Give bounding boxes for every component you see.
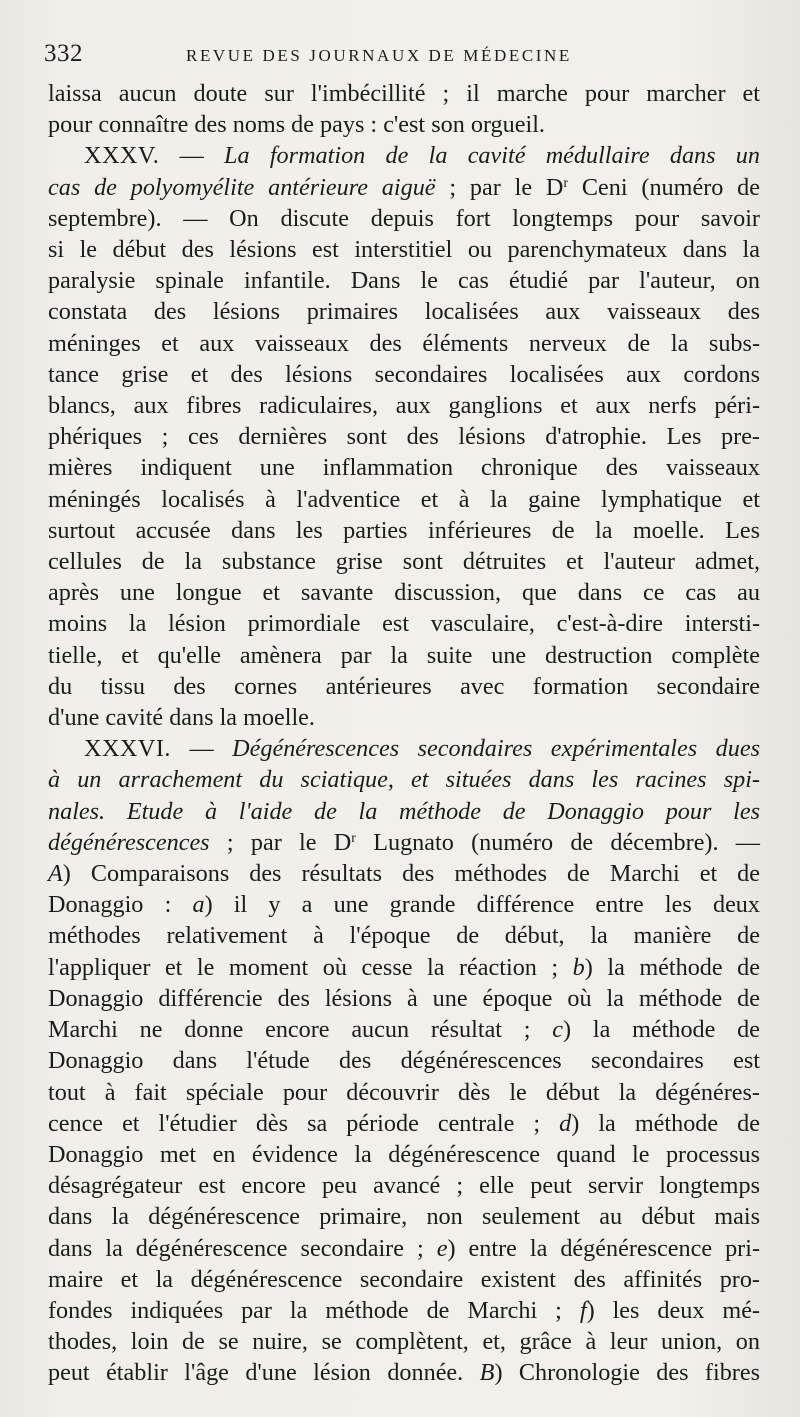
text-line: Donaggio différencie des lésions à une époque où la méthode de (48, 984, 760, 1012)
text-line: XXXVI. — Dégénérescences secondaires expérimentales dues (84, 735, 760, 763)
text-line: fondes indiquées par la méthode de Marchi ; f) les deux mé- (48, 1296, 760, 1324)
text-line: du tissu des cornes antérieures avec formation secondaire (48, 672, 760, 700)
text-line: moins la lésion primordiale est vasculaire, c'est-à-dire intersti- (48, 610, 760, 638)
text-line: constata des lésions primaires localisées aux vaisseaux des (48, 298, 760, 326)
text-line: maire et la dégénérescence secondaire existent des affinités pro- (48, 1265, 760, 1293)
text-line: dans la dégénérescence secondaire ; e) entre la dégénérescence pri- (48, 1234, 760, 1262)
text-line: l'appliquer et le moment où cesse la réaction ; b) la méthode de (48, 953, 760, 981)
running-title: REVUE DES JOURNAUX DE MÉDECINE (186, 46, 572, 65)
text-line: pour connaître des noms de pays : c'est son orgueil. (48, 111, 545, 139)
text-line: si le début des lésions est interstitiel ou parenchymateux dans la (48, 236, 760, 264)
text-line: cas de polyomyélite antérieure aiguë ; par le $D^r$ Ceni (numéro de (48, 173, 760, 201)
text-line: Donaggio dans l'étude des dégénérescences secondaires est (48, 1047, 760, 1075)
text-line: nales. Etude à l'aide de la méthode de Donaggio pour les (48, 797, 760, 825)
page-number: 332 (44, 40, 83, 67)
text-line: A) Comparaisons des résultats des méthodes de Marchi et de (48, 860, 760, 888)
text-line: cellules de la substance grise sont détruites et l'auteur admet, (48, 548, 760, 576)
text-line: cence et l'étudier dès sa période centrale ; d) la méthode de (48, 1109, 760, 1137)
text-line: désagrégateur est encore peu avancé ; elle peut servir longtemps (48, 1172, 760, 1200)
text-line: dégénérescences ; par le $D^r$ Lugnato (numéro de décembre). — (48, 828, 760, 856)
text-line: méningés localisés à l'adventice et à la gaine lymphatique et (48, 485, 760, 513)
body-text (48, 78, 760, 1389)
page-header (44, 40, 764, 80)
text-line: d'une cavité dans la moelle. (48, 704, 315, 732)
text-line: laissa aucun doute sur l'imbécillité ; il marche pour marcher et (48, 80, 760, 107)
text-line: surtout accusée dans les parties inférieures de la moelle. Les (48, 516, 760, 544)
text-line: septembre). — On discute depuis fort longtemps pour savoir (48, 204, 760, 232)
text-line: après une longue et savante discussion, que dans ce cas au (48, 579, 760, 607)
text-line: Donaggio : a) il y a une grande différence entre les deux (48, 891, 760, 919)
text-line: tance grise et des lésions secondaires localisées aux cordons (48, 360, 760, 388)
text-line: méninges et aux vaisseaux des éléments nerveux de la subs- (48, 329, 760, 357)
text-line: thodes, loin de se nuire, se complètent, et, grâce à leur union, on (48, 1328, 760, 1356)
text-line: XXXV. — La formation de la cavité médullaire dans un (84, 142, 760, 170)
text-line: peut établir l'âge d'une lésion donnée. B) Chronologie des fibres (48, 1359, 760, 1387)
text-line: méthodes relativement à l'époque de début, la manière de (48, 922, 760, 950)
text-line: blancs, aux fibres radiculaires, aux ganglions et aux nerfs péri- (48, 392, 760, 420)
text-line: mières indiquent une inflammation chronique des vaisseaux (48, 454, 760, 482)
text-line: Donaggio met en évidence la dégénérescence quand le processus (48, 1140, 760, 1168)
text-line: à un arrachement du sciatique, et situées dans les racines spi- (48, 766, 760, 794)
text-line: tielle, et qu'elle amènera par la suite une destruction complète (48, 641, 760, 669)
text-line: phériques ; ces dernières sont des lésions d'atrophie. Les pre- (48, 423, 760, 451)
text-line: paralysie spinale infantile. Dans le cas étudié par l'auteur, on (48, 267, 760, 295)
text-line: dans la dégénérescence primaire, non seulement au début mais (48, 1203, 760, 1231)
text-line: tout à fait spéciale pour découvrir dès le début la dégénéres- (48, 1078, 760, 1106)
text-line: Marchi ne donne encore aucun résultat ; c) la méthode de (48, 1016, 760, 1044)
